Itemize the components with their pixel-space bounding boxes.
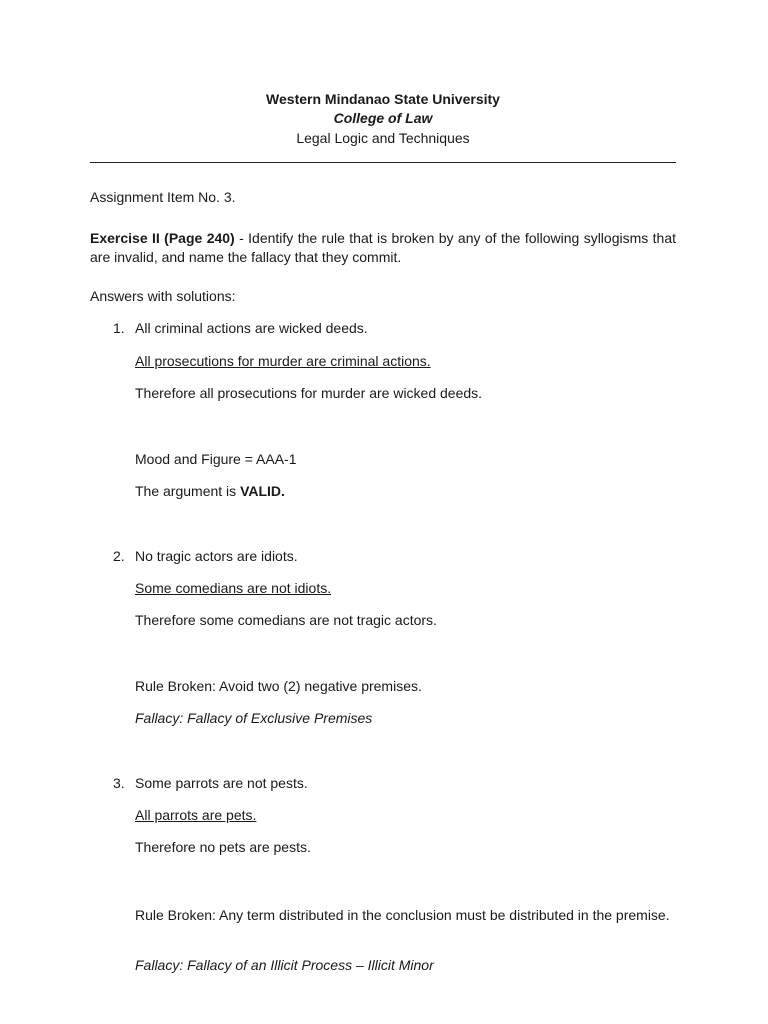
- item-number: 2.: [113, 548, 125, 564]
- minor-premise: All prosecutions for murder are criminal actions.: [135, 353, 431, 369]
- major-premise: All criminal actions are wicked deeds.: [135, 320, 368, 336]
- assignment-label: Assignment Item No. 3.: [90, 189, 236, 205]
- course-name: Legal Logic and Techniques: [296, 130, 470, 146]
- answers-heading: Answers with solutions:: [90, 288, 236, 304]
- minor-premise: Some comedians are not idiots.: [135, 580, 332, 596]
- mood-and-figure: Mood and Figure = AAA-1: [135, 451, 297, 467]
- exercise-instructions: [90, 229, 676, 267]
- exercise-text: - Identify the rule that is broken by any of the following syllogisms that are invalid, and name the fallacy that they commit.: [90, 230, 677, 265]
- item-number: 3.: [113, 775, 125, 791]
- verdict-prefix: The argument is: [135, 483, 241, 499]
- header-divider: [90, 162, 676, 163]
- conclusion: Therefore some comedians are not tragic actors.: [135, 612, 437, 628]
- fallacy: Fallacy: Fallacy of Exclusive Premises: [135, 710, 373, 726]
- verdict-value: VALID.: [240, 483, 285, 499]
- minor-premise: All parrots are pets.: [135, 807, 257, 823]
- major-premise: Some parrots are not pests.: [135, 775, 308, 791]
- rule-broken: Rule Broken: Avoid two (2) negative premises.: [135, 678, 422, 694]
- college-name: College of Law: [333, 110, 433, 126]
- conclusion: Therefore all prosecutions for murder are wicked deeds.: [135, 385, 483, 401]
- university-name: Western Mindanao State University: [266, 91, 500, 107]
- item-number: 1.: [113, 320, 125, 336]
- rule-broken: Rule Broken: Any term distributed in the conclusion must be distributed in the premise.: [135, 907, 670, 923]
- exercise-label: Exercise II (Page 240): [90, 230, 235, 246]
- major-premise: No tragic actors are idiots.: [135, 548, 298, 564]
- conclusion: Therefore no pets are pests.: [135, 839, 311, 855]
- verdict-line: [135, 483, 285, 499]
- fallacy: Fallacy: Fallacy of an Illicit Process – Illicit Minor: [135, 957, 434, 973]
